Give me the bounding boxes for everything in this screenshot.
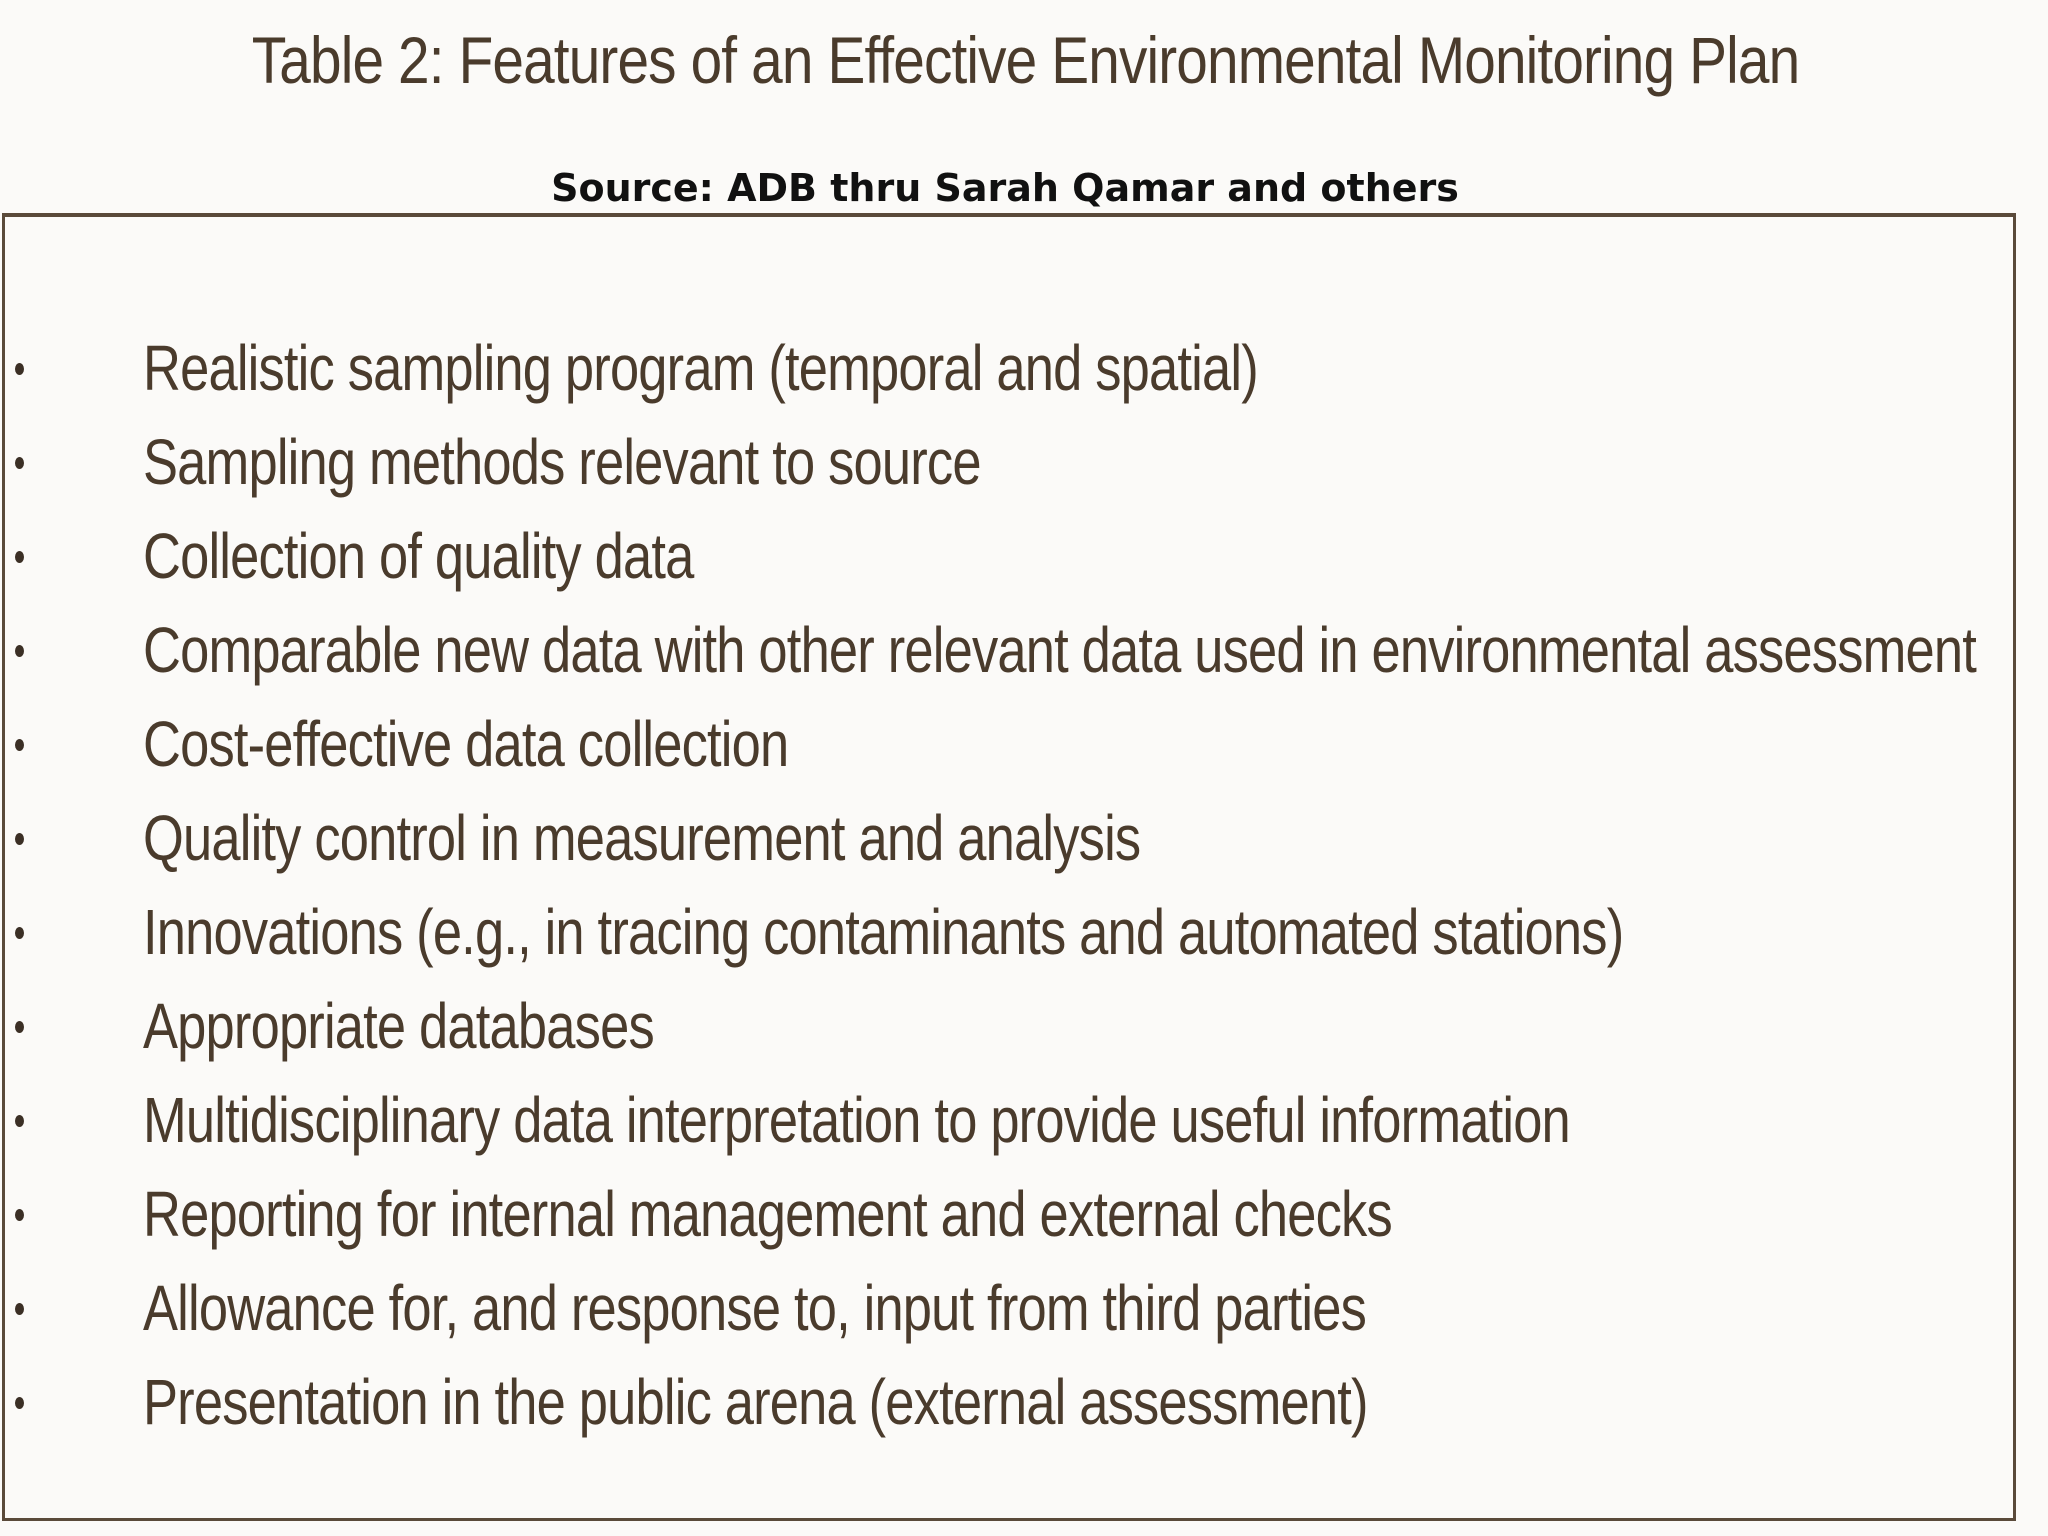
feature-text: Presentation in the public arena (external assessment) [143,1366,1368,1438]
bullet-icon [15,927,24,939]
bullet-icon [15,363,24,375]
feature-text: Quality control in measurement and analysis [143,802,1141,874]
feature-text: Cost-effective data collection [143,708,789,780]
feature-text: Reporting for internal management and external checks [143,1178,1392,1250]
bullet-icon [15,739,24,751]
features-box [2,213,2016,1521]
feature-text: Allowance for, and response to, input from third parties [143,1272,1367,1344]
feature-text: Appropriate databases [143,990,654,1062]
bullet-icon [15,457,24,469]
bullet-icon [15,1303,24,1315]
bullet-icon [15,1209,24,1221]
feature-text: Realistic sampling program (temporal and spatial) [143,332,1258,404]
feature-text: Sampling methods relevant to source [143,426,981,498]
feature-text: Innovations (e.g., in tracing contaminants and automated stations) [143,896,1624,968]
bullet-icon [15,1021,24,1033]
bullet-icon [15,645,24,657]
bullet-icon [15,833,24,845]
bullet-icon [15,1397,24,1409]
feature-text: Comparable new data with other relevant data used in environmental assessment [143,614,1977,686]
bullet-icon [15,1115,24,1127]
feature-text: Collection of quality data [143,520,694,592]
table-title: Table 2: Features of an Effective Environmental Monitoring Plan [251,23,1800,97]
feature-text: Multidisciplinary data interpretation to provide useful information [143,1084,1570,1156]
source-caption: Source: ADB thru Sarah Qamar and others [551,166,1459,210]
bullet-icon [15,551,24,563]
